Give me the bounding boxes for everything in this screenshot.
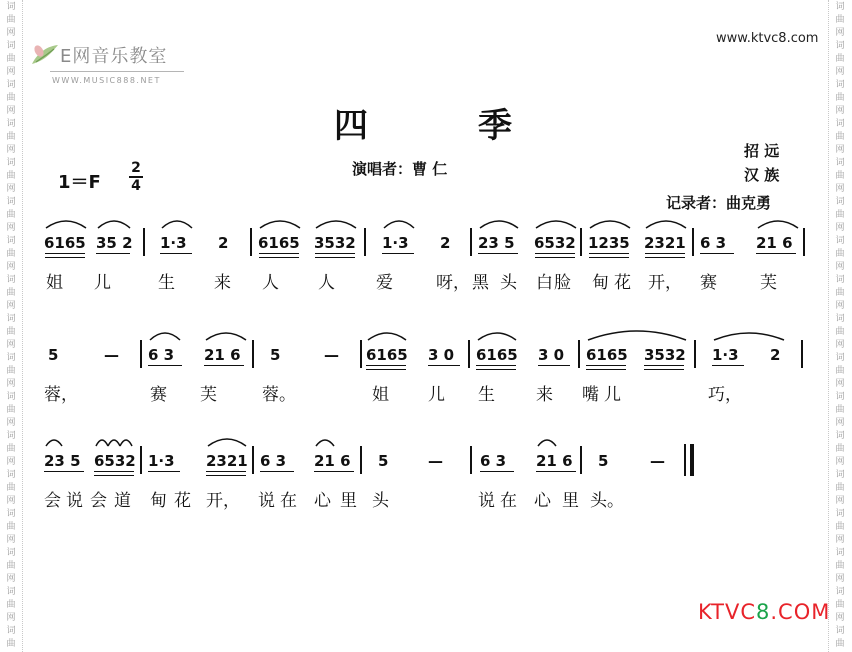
watermark-glyph: 词	[6, 41, 16, 51]
note-group: 23 5	[44, 452, 81, 470]
barline	[468, 340, 470, 368]
slur-arc	[586, 322, 688, 342]
origin-ethnicity: 汉 族	[744, 166, 780, 184]
slur-arc	[160, 214, 194, 230]
watermark-glyph: 网	[6, 379, 16, 389]
slur-arc	[206, 432, 248, 448]
lyric: 会	[44, 491, 61, 511]
lyric: 人	[318, 273, 335, 293]
slur-arc	[476, 326, 518, 342]
watermark-glyph: 曲	[835, 210, 845, 220]
watermark-glyph: 词	[835, 80, 845, 90]
lyric: 说	[66, 491, 83, 511]
lyric: 赛	[150, 385, 167, 405]
watermark-glyph: 曲	[835, 639, 845, 649]
barline	[250, 228, 252, 256]
lyric: 巧，	[708, 385, 742, 405]
note-group: 35 2	[96, 234, 133, 252]
watermark-glyph: 曲	[835, 561, 845, 571]
beam-line	[148, 365, 182, 366]
barline	[801, 340, 803, 368]
barline	[252, 340, 254, 368]
lyric: 说	[478, 491, 495, 511]
watermark-glyph: 网	[6, 457, 16, 467]
watermark-glyph: 网	[6, 67, 16, 77]
barline	[470, 446, 472, 474]
beam-line	[480, 471, 514, 472]
beam-line	[206, 475, 246, 476]
watermark-glyph: 曲	[6, 210, 16, 220]
slur-arc	[118, 432, 134, 448]
barline	[252, 446, 254, 474]
watermark-glyph: 网	[835, 535, 845, 545]
beam-line	[259, 257, 299, 258]
watermark-glyph: 网	[835, 223, 845, 233]
watermark-glyph: 曲	[835, 444, 845, 454]
note-group: 5	[598, 452, 609, 470]
note-group: 21 6	[536, 452, 573, 470]
watermark-glyph: 网	[6, 496, 16, 506]
watermark-glyph: 曲	[835, 405, 845, 415]
note-group: 2	[440, 234, 451, 252]
watermark-glyph: 曲	[6, 132, 16, 142]
note-group: 5	[48, 346, 59, 364]
lyric: 花	[614, 273, 631, 293]
lyric: 嘴	[582, 385, 599, 405]
watermark-glyph: 网	[835, 496, 845, 506]
note-group: 2321	[644, 234, 686, 252]
beam-line	[589, 257, 629, 258]
watermark-glyph: 词	[835, 470, 845, 480]
lyric: 甸	[592, 273, 609, 293]
note-group: 3 0	[428, 346, 455, 364]
watermark-glyph: 网	[6, 340, 16, 350]
watermark-glyph: 曲	[6, 483, 16, 493]
lyric: 说	[258, 491, 275, 511]
barline	[140, 340, 142, 368]
watermark-glyph: 曲	[6, 561, 16, 571]
barline	[692, 228, 694, 256]
lyric: 黑	[472, 273, 489, 293]
watermark-glyph: 曲	[6, 54, 16, 64]
lyric: 芙	[760, 273, 777, 293]
watermark-glyph: 词	[835, 41, 845, 51]
watermark-glyph: 网	[6, 106, 16, 116]
note-group: 21 6	[756, 234, 793, 252]
beam-line	[204, 365, 244, 366]
logo-title: E网音乐教室	[60, 46, 168, 67]
note-group: 6165	[258, 234, 300, 252]
watermark-glyph: 曲	[835, 327, 845, 337]
lyric: 儿	[604, 385, 621, 405]
beam-line	[94, 471, 134, 472]
lyric: 姐	[372, 385, 389, 405]
final-barline-thick	[690, 444, 694, 476]
watermark-glyph: 词	[6, 509, 16, 519]
lyric: 白	[536, 273, 553, 293]
watermark-glyph: 网	[6, 145, 16, 155]
note-group: 6532	[94, 452, 136, 470]
watermark-glyph: 曲	[835, 600, 845, 610]
beam-line	[428, 365, 460, 366]
note-group: —	[650, 452, 665, 470]
barline	[694, 340, 696, 368]
beam-line	[535, 253, 575, 254]
leaf-logo-icon	[30, 42, 60, 68]
lyric: 头。	[590, 491, 624, 511]
watermark-glyph: 曲	[6, 288, 16, 298]
beam-line	[314, 471, 354, 472]
watermark-glyph: 网	[6, 535, 16, 545]
beam-line	[259, 253, 299, 254]
watermark-glyph: 网	[6, 28, 16, 38]
slur-arc	[588, 214, 632, 230]
lyric: 呀，	[436, 273, 470, 293]
note-group: 23 5	[478, 234, 515, 252]
logo-url: WWW.MUSIC888.NET	[52, 76, 161, 85]
watermark-glyph: 曲	[835, 288, 845, 298]
lyric: 道	[114, 491, 131, 511]
lyric: 在	[280, 491, 297, 511]
beam-line	[535, 257, 575, 258]
barline	[360, 446, 362, 474]
brand-part-3: .COM	[770, 600, 831, 624]
watermark-glyph: 网	[835, 340, 845, 350]
watermark-glyph: 词	[835, 197, 845, 207]
watermark-glyph: 词	[835, 587, 845, 597]
beam-line	[586, 369, 626, 370]
watermark-glyph: 曲	[835, 366, 845, 376]
final-barline-thin	[684, 444, 686, 476]
note-group: 2	[770, 346, 781, 364]
watermark-glyph: 网	[835, 67, 845, 77]
barline	[580, 228, 582, 256]
watermark-glyph: 曲	[6, 327, 16, 337]
watermark-glyph: 曲	[835, 15, 845, 25]
watermark-glyph: 曲	[6, 249, 16, 259]
beam-line	[94, 475, 134, 476]
watermark-glyph: 曲	[6, 15, 16, 25]
slur-arc	[534, 214, 578, 230]
watermark-glyph: 网	[835, 574, 845, 584]
note-group: 1·3	[148, 452, 175, 470]
lyric: 脸	[554, 273, 571, 293]
lyric: 头	[500, 273, 517, 293]
beam-line	[96, 253, 130, 254]
barline	[580, 446, 582, 474]
watermark-glyph: 词	[6, 392, 16, 402]
lyric: 蓉。	[262, 385, 296, 405]
watermark-glyph: 网	[6, 223, 16, 233]
note-group: 6165	[366, 346, 408, 364]
note-group: 1235	[588, 234, 630, 252]
watermark-glyph: 网	[835, 613, 845, 623]
note-group: 3532	[644, 346, 686, 364]
watermark-glyph: 网	[835, 184, 845, 194]
watermark-glyph: 词	[835, 626, 845, 636]
lyric: 会	[90, 491, 107, 511]
beam-line	[315, 257, 355, 258]
beam-line	[148, 471, 180, 472]
watermark-glyph: 词	[835, 314, 845, 324]
barline	[364, 228, 366, 256]
lyric: 生	[478, 385, 495, 405]
note-group: 5	[270, 346, 281, 364]
watermark-glyph: 曲	[835, 522, 845, 532]
note-group: 5	[378, 452, 389, 470]
slur-arc	[536, 432, 558, 448]
note-group: 3 0	[538, 346, 565, 364]
beam-line	[700, 253, 734, 254]
beam-line	[478, 253, 518, 254]
time-signature-bottom: 4	[131, 178, 141, 194]
barline	[578, 340, 580, 368]
watermark-glyph: 词	[6, 470, 16, 480]
watermark-glyph: 词	[6, 548, 16, 558]
note-group: —	[428, 452, 443, 470]
note-group: 2321	[206, 452, 248, 470]
watermark-glyph: 词	[835, 392, 845, 402]
barline	[803, 228, 805, 256]
lyric: 来	[214, 273, 231, 293]
note-group: 1·3	[160, 234, 187, 252]
watermark-glyph: 网	[6, 301, 16, 311]
lyric: 里	[340, 491, 357, 511]
beam-line	[586, 365, 626, 366]
note-group: 6 3	[260, 452, 287, 470]
lyric: 心	[314, 491, 331, 511]
barline	[143, 228, 145, 256]
note-group: 6165	[586, 346, 628, 364]
beam-line	[315, 253, 355, 254]
watermark-glyph: 词	[6, 236, 16, 246]
note-group: 3532	[314, 234, 356, 252]
beam-line	[206, 471, 246, 472]
lyric: 在	[500, 491, 517, 511]
slur-arc	[44, 214, 88, 230]
watermark-glyph: 词	[6, 626, 16, 636]
slur-arc	[756, 214, 800, 230]
slur-arc	[314, 214, 358, 230]
beam-line	[536, 471, 576, 472]
beam-line	[260, 471, 294, 472]
ktvc-brand[interactable]	[698, 600, 830, 624]
right-watermark-strip	[828, 0, 851, 652]
beam-line	[589, 253, 629, 254]
slur-arc	[314, 432, 336, 448]
beam-line	[476, 365, 516, 366]
watermark-glyph: 曲	[6, 171, 16, 181]
barline	[360, 340, 362, 368]
watermark-glyph: 词	[835, 353, 845, 363]
beam-line	[45, 257, 85, 258]
watermark-glyph: 曲	[835, 132, 845, 142]
slur-arc	[96, 214, 132, 230]
watermark-glyph: 词	[6, 587, 16, 597]
lyric: 来	[536, 385, 553, 405]
beam-line	[538, 365, 570, 366]
recorder: 记录者：曲克勇	[666, 194, 772, 212]
lyric: 儿	[94, 273, 111, 293]
watermark-glyph: 词	[835, 158, 845, 168]
watermark-glyph: 曲	[835, 483, 845, 493]
watermark-glyph: 曲	[6, 639, 16, 649]
watermark-glyph: 曲	[835, 171, 845, 181]
watermark-glyph: 曲	[6, 93, 16, 103]
lyric: 心	[534, 491, 551, 511]
watermark-glyph: 曲	[6, 405, 16, 415]
time-signature	[128, 160, 144, 194]
watermark-glyph: 网	[835, 418, 845, 428]
slur-arc	[366, 326, 408, 342]
watermark-glyph: 网	[835, 262, 845, 272]
watermark-glyph: 网	[835, 379, 845, 389]
song-title: 四季	[334, 106, 622, 146]
watermark-glyph: 曲	[6, 366, 16, 376]
watermark-glyph: 曲	[835, 54, 845, 64]
beam-line	[644, 365, 684, 366]
watermark-glyph: 词	[6, 275, 16, 285]
slur-arc	[148, 326, 182, 342]
watermark-glyph: 曲	[6, 600, 16, 610]
slur-arc	[478, 214, 520, 230]
lyric: 里	[562, 491, 579, 511]
beam-line	[160, 253, 192, 254]
lyric: 人	[262, 273, 279, 293]
watermark-glyph: 网	[835, 145, 845, 155]
beam-line	[645, 257, 685, 258]
lyric: 生	[158, 273, 175, 293]
beam-line	[645, 253, 685, 254]
lyric: 头	[372, 491, 389, 511]
watermark-glyph: 曲	[6, 444, 16, 454]
performer: 演唱者：曹 仁	[352, 160, 448, 178]
site-url[interactable]: www.ktvc8.com	[716, 31, 819, 46]
watermark-glyph: 网	[6, 613, 16, 623]
slur-arc	[712, 326, 786, 342]
slur-arc	[258, 214, 302, 230]
note-group: 6 3	[480, 452, 507, 470]
note-group: 1·3	[712, 346, 739, 364]
slur-arc	[644, 214, 688, 230]
slur-arc	[44, 432, 64, 448]
watermark-glyph: 词	[6, 119, 16, 129]
slur-arc	[204, 326, 248, 342]
watermark-glyph: 词	[835, 2, 845, 12]
note-group: 2	[218, 234, 229, 252]
beam-line	[756, 253, 796, 254]
watermark-glyph: 词	[6, 158, 16, 168]
beam-line	[712, 365, 744, 366]
logo-divider	[50, 71, 184, 72]
beam-line	[44, 471, 84, 472]
watermark-glyph: 词	[6, 197, 16, 207]
beam-line	[476, 369, 516, 370]
watermark-glyph: 网	[6, 418, 16, 428]
watermark-glyph: 网	[835, 28, 845, 38]
watermark-glyph: 曲	[6, 522, 16, 532]
lyric: 儿	[428, 385, 445, 405]
watermark-glyph: 词	[835, 431, 845, 441]
watermark-glyph: 网	[6, 184, 16, 194]
note-group: 21 6	[204, 346, 241, 364]
lyric: 爱	[376, 273, 393, 293]
watermark-glyph: 词	[835, 509, 845, 519]
watermark-glyph: 曲	[835, 249, 845, 259]
note-group: 6 3	[700, 234, 727, 252]
origin-place: 招 远	[744, 142, 780, 160]
barline	[470, 228, 472, 256]
lyric: 开，	[648, 273, 682, 293]
watermark-glyph: 词	[6, 2, 16, 12]
note-group: 21 6	[314, 452, 351, 470]
watermark-glyph: 词	[6, 80, 16, 90]
beam-line	[366, 369, 406, 370]
watermark-glyph: 词	[835, 548, 845, 558]
brand-part-2: 8	[756, 600, 771, 624]
watermark-glyph: 网	[6, 574, 16, 584]
lyric: 蓉，	[44, 385, 78, 405]
note-group: 6 3	[148, 346, 175, 364]
lyric: 甸	[150, 491, 167, 511]
watermark-glyph: 词	[6, 353, 16, 363]
watermark-glyph: 词	[835, 275, 845, 285]
watermark-glyph: 词	[6, 431, 16, 441]
beam-line	[644, 369, 684, 370]
watermark-glyph: 网	[835, 301, 845, 311]
key-signature: 1＝F	[58, 172, 101, 193]
lyric: 芙	[200, 385, 217, 405]
beam-line	[45, 253, 85, 254]
note-group: —	[324, 346, 339, 364]
brand-part-1: KTVC	[698, 600, 756, 624]
note-group: 6165	[44, 234, 86, 252]
lyric: 姐	[46, 273, 63, 293]
watermark-glyph: 网	[835, 457, 845, 467]
lyric: 花	[174, 491, 191, 511]
watermark-glyph: 词	[835, 236, 845, 246]
lyric: 赛	[700, 273, 717, 293]
lyric: 开，	[206, 491, 240, 511]
watermark-glyph: 网	[835, 106, 845, 116]
note-group: 6532	[534, 234, 576, 252]
beam-line	[366, 365, 406, 366]
note-group: 1·3	[382, 234, 409, 252]
slur-arc	[382, 214, 416, 230]
note-group: —	[104, 346, 119, 364]
watermark-glyph: 曲	[835, 93, 845, 103]
beam-line	[382, 253, 414, 254]
barline	[140, 446, 142, 474]
watermark-glyph: 词	[6, 314, 16, 324]
watermark-glyph: 词	[835, 119, 845, 129]
note-group: 6165	[476, 346, 518, 364]
time-signature-top: 2	[131, 160, 141, 176]
left-watermark-strip	[0, 0, 23, 652]
watermark-glyph: 网	[6, 262, 16, 272]
